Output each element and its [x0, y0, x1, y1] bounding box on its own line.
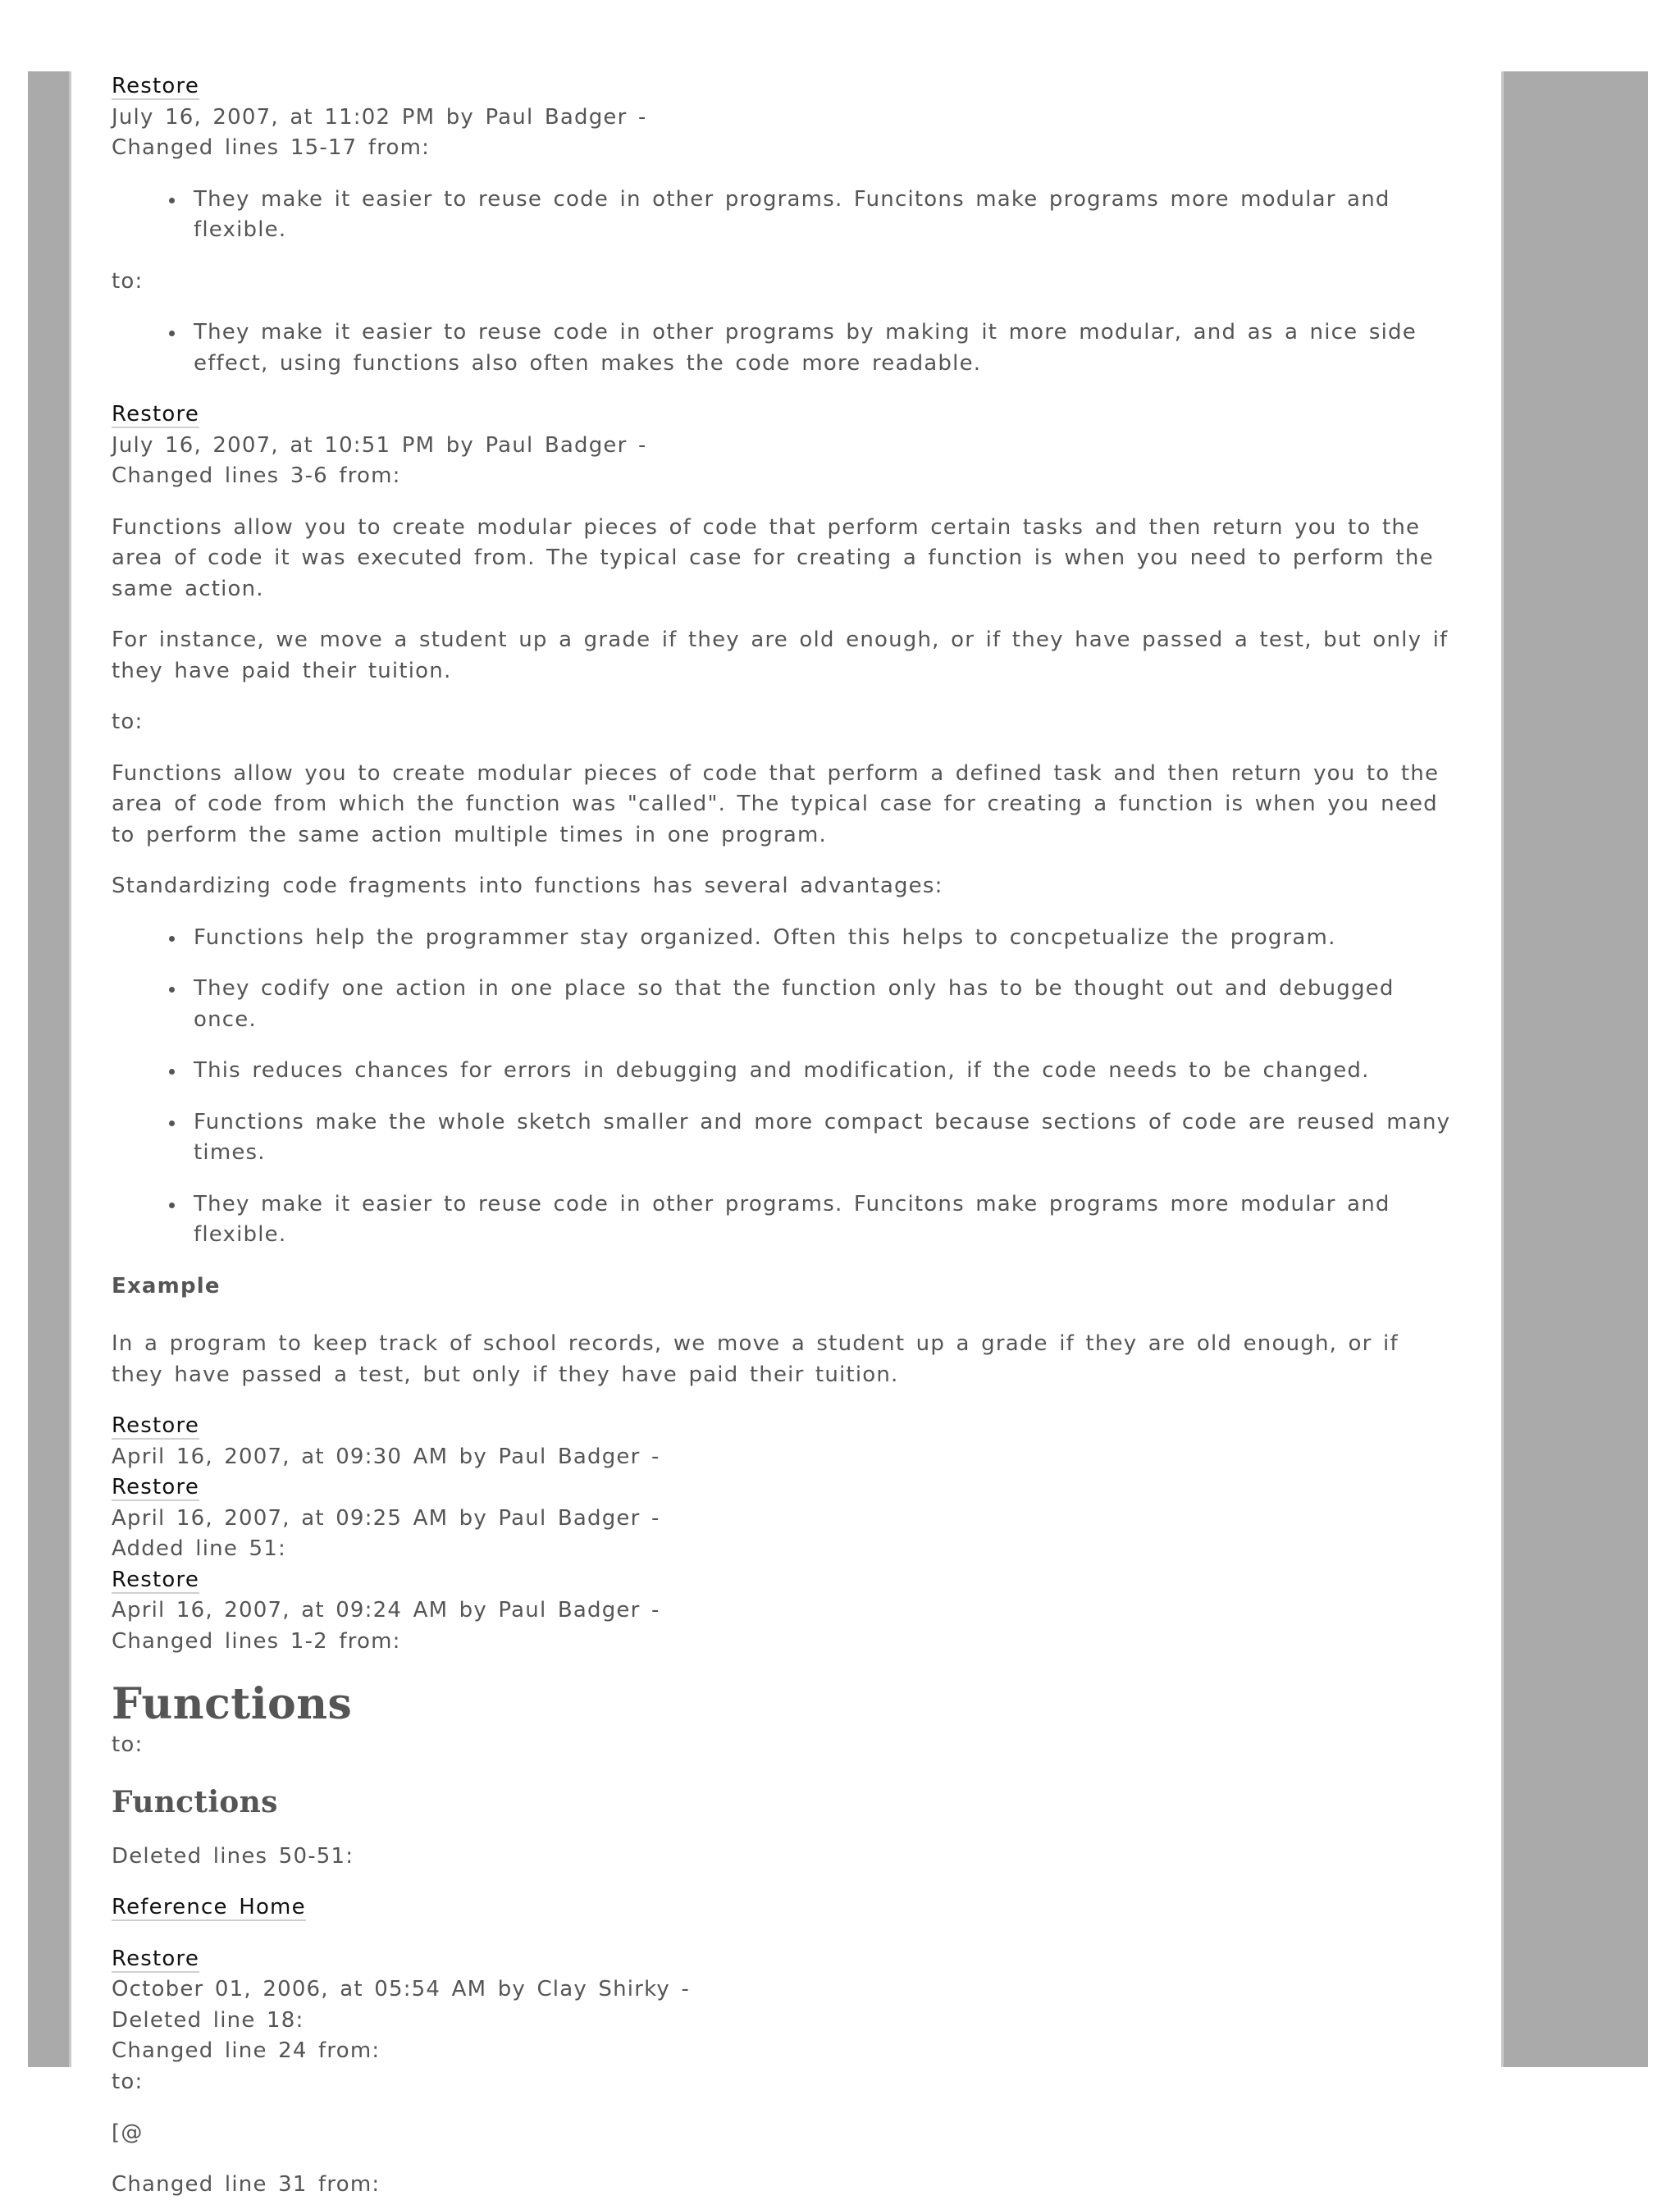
paragraph: For instance, we move a student up a grade if they are old enough, or if they have passed a test, but only if they have paid their tuition.	[112, 625, 1457, 687]
section-heading: Functions	[112, 1783, 1457, 1821]
paragraph: Standardizing code fragments into functions has several advantages:	[112, 871, 1457, 902]
list-item: This reduces chances for errors in debugging and modification, if the code needs to be changed.	[164, 1056, 1457, 1087]
code-fragment: [@	[112, 2118, 1457, 2149]
change-summary: Added line 51:	[112, 1534, 1457, 1565]
history-entry	[112, 1472, 1457, 1565]
entry-meta: October 01, 2006, at 05:54 AM by Clay Shirky -	[112, 1974, 1457, 2006]
from-list	[112, 185, 1457, 246]
paragraph: Functions allow you to create modular pieces of code that perform certain tasks and then return you to the area of code it was executed from. The typical case for creating a function is when you need to perform the same action.	[112, 513, 1457, 605]
history-entry	[112, 71, 1457, 379]
change-summary: Deleted line 18:	[112, 2006, 1457, 2037]
history-entry	[112, 1944, 1457, 2200]
list-item: They make it easier to reuse code in other programs. Funcitons make programs more modular and flexible.	[164, 1189, 1457, 1251]
paragraph: In a program to keep track of school records, we move a student up a grade if they are old enough, or if they have passed a test, but only if they have paid their tuition.	[112, 1329, 1457, 1390]
restore-link[interactable]: Restore	[112, 1947, 199, 1973]
entry-meta: July 16, 2007, at 11:02 PM by Paul Badger -	[112, 103, 1457, 134]
restore-link[interactable]: Restore	[112, 1413, 199, 1440]
change-summary: Changed lines 15-17 from:	[112, 133, 1457, 164]
to-list	[112, 317, 1457, 379]
entry-meta: April 16, 2007, at 09:30 AM by Paul Badger -	[112, 1442, 1457, 1473]
history-entry	[112, 1411, 1457, 1472]
change-summary: Changed lines 1-2 from:	[112, 1627, 1457, 1658]
list-item: They make it easier to reuse code in other programs by making it more modular, and as a nice side effect, using functions also often makes the code more readable.	[164, 317, 1457, 379]
restore-link[interactable]: Restore	[112, 74, 199, 100]
entry-meta: April 16, 2007, at 09:25 AM by Paul Badger -	[112, 1504, 1457, 1535]
restore-link[interactable]: Restore	[112, 402, 199, 428]
advantages-list	[112, 923, 1457, 1251]
list-item: Functions help the programmer stay organized. Often this helps to concpetualize the program.	[164, 923, 1457, 954]
change-summary: Changed line 24 from:	[112, 2036, 1457, 2067]
history-entry	[112, 399, 1457, 1390]
list-item: They codify one action in one place so that the function only has to be thought out and debugged once.	[164, 974, 1457, 1035]
to-label: to:	[112, 2067, 1457, 2098]
example-heading: Example	[112, 1271, 1457, 1303]
restore-link[interactable]: Restore	[112, 1568, 199, 1594]
page-heading: Functions	[112, 1679, 1457, 1730]
paragraph: Functions allow you to create modular pieces of code that perform a defined task and then return you to the area of code from which the function was "called". The typical case for creating a function is when you need to perform the same action multiple times in one program.	[112, 759, 1457, 851]
reference-home-link[interactable]: Reference Home	[112, 1895, 306, 1921]
restore-link[interactable]: Restore	[112, 1475, 199, 1501]
list-item: Functions make the whole sketch smaller and more compact because sections of code are reused many times.	[164, 1107, 1457, 1169]
to-label: to:	[112, 267, 1457, 298]
right-gutter	[1504, 71, 1648, 2067]
entry-meta: April 16, 2007, at 09:24 AM by Paul Badger -	[112, 1595, 1457, 1627]
change-summary: Changed lines 3-6 from:	[112, 461, 1457, 492]
to-label: to:	[112, 707, 1457, 738]
history-content	[112, 71, 1457, 2200]
entry-meta: July 16, 2007, at 10:51 PM by Paul Badger -	[112, 431, 1457, 462]
history-entry	[112, 1565, 1457, 1924]
list-item: They make it easier to reuse code in other programs. Funcitons make programs more modular and flexible.	[164, 185, 1457, 246]
to-label: to:	[112, 1730, 1457, 1761]
left-gutter	[28, 71, 69, 2067]
change-summary: Deleted lines 50-51:	[112, 1842, 1457, 1873]
change-summary: Changed line 31 from:	[112, 2170, 1457, 2200]
